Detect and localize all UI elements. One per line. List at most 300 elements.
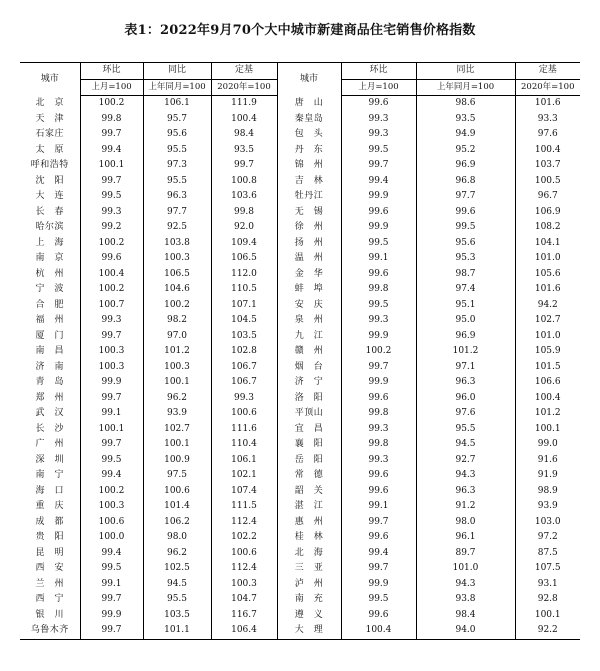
yoy-value: 96.2 bbox=[143, 391, 211, 407]
base-value: 100.5 bbox=[515, 174, 580, 190]
base-value: 96.7 bbox=[515, 189, 580, 205]
city-name: 韶 关 bbox=[277, 484, 341, 500]
yoy-value: 95.6 bbox=[416, 236, 515, 252]
city-name: 深 圳 bbox=[35, 454, 64, 465]
base-header: 定基 bbox=[515, 63, 580, 80]
mom-value: 100.1 bbox=[80, 422, 143, 438]
base-value: 103.7 bbox=[515, 158, 580, 174]
mom-value: 99.6 bbox=[341, 391, 416, 407]
mom-value: 99.9 bbox=[341, 189, 416, 205]
mom-value: 99.7 bbox=[80, 592, 143, 608]
mom-value: 99.4 bbox=[80, 143, 143, 159]
base-value: 99.8 bbox=[211, 205, 277, 221]
mom-value: 99.7 bbox=[80, 174, 143, 190]
table-row bbox=[20, 158, 580, 174]
mom-value: 99.3 bbox=[341, 127, 416, 143]
mom-value: 100.2 bbox=[341, 344, 416, 360]
mom-value: 99.9 bbox=[341, 577, 416, 593]
base-subheader: 2020年=100 bbox=[515, 79, 580, 96]
yoy-value: 93.8 bbox=[416, 592, 515, 608]
yoy-value: 100.6 bbox=[143, 484, 211, 500]
base-value: 102.7 bbox=[515, 313, 580, 329]
yoy-value: 96.9 bbox=[416, 329, 515, 345]
mom-value: 100.2 bbox=[80, 282, 143, 298]
base-value: 101.0 bbox=[515, 329, 580, 345]
base-value: 99.0 bbox=[515, 437, 580, 453]
city-name: 兰 州 bbox=[35, 578, 64, 589]
mom-value: 99.1 bbox=[341, 251, 416, 267]
city-name: 青 岛 bbox=[35, 377, 64, 387]
yoy-value: 101.1 bbox=[143, 623, 211, 639]
table-row bbox=[20, 96, 580, 112]
table-row bbox=[20, 437, 580, 453]
mom-value: 99.5 bbox=[341, 236, 416, 252]
yoy-value: 95.7 bbox=[143, 112, 211, 128]
mom-value: 99.6 bbox=[341, 267, 416, 283]
yoy-value: 99.5 bbox=[416, 220, 515, 236]
city-name: 石家庄 bbox=[35, 129, 64, 139]
base-value: 99.3 bbox=[211, 391, 277, 407]
mom-value: 99.3 bbox=[80, 205, 143, 221]
city-name: 惠 州 bbox=[277, 515, 341, 531]
table-row bbox=[20, 220, 580, 236]
base-value: 100.8 bbox=[211, 174, 277, 190]
base-value: 92.8 bbox=[515, 592, 580, 608]
city-name: 长 沙 bbox=[35, 423, 64, 434]
yoy-value: 95.2 bbox=[416, 143, 515, 159]
table-row bbox=[20, 608, 580, 624]
mom-value: 99.6 bbox=[341, 530, 416, 546]
table-row bbox=[20, 189, 580, 205]
base-value: 100.6 bbox=[211, 406, 277, 422]
yoy-value: 94.0 bbox=[416, 623, 515, 639]
city-name: 郑 州 bbox=[35, 392, 64, 403]
base-value: 106.7 bbox=[211, 375, 277, 391]
header-row-1 bbox=[20, 63, 580, 80]
base-value: 100.1 bbox=[515, 422, 580, 438]
table-row bbox=[20, 143, 580, 159]
base-value: 104.7 bbox=[211, 592, 277, 608]
table-row bbox=[20, 391, 580, 407]
city-name: 大 理 bbox=[277, 623, 341, 639]
base-value: 106.4 bbox=[211, 623, 277, 639]
table-row bbox=[20, 205, 580, 221]
mom-value: 99.7 bbox=[341, 561, 416, 577]
city-name: 常 德 bbox=[277, 468, 341, 484]
city-name: 广 州 bbox=[35, 439, 64, 449]
base-value: 101.2 bbox=[515, 406, 580, 422]
yoy-value: 95.5 bbox=[143, 174, 211, 190]
city-name: 成 都 bbox=[35, 516, 64, 527]
table-row bbox=[20, 546, 580, 562]
mom-value: 99.5 bbox=[80, 561, 143, 577]
base-value: 103.5 bbox=[211, 329, 277, 345]
table-row bbox=[20, 499, 580, 515]
city-name: 上 海 bbox=[35, 237, 64, 248]
base-value: 111.6 bbox=[211, 422, 277, 438]
mom-value: 99.7 bbox=[80, 127, 143, 143]
city-name: 西 宁 bbox=[35, 594, 64, 604]
mom-value: 99.4 bbox=[80, 546, 143, 562]
yoy-value: 103.5 bbox=[143, 608, 211, 624]
yoy-value: 96.3 bbox=[416, 484, 515, 500]
mom-value: 100.1 bbox=[80, 158, 143, 174]
mom-value: 100.2 bbox=[80, 236, 143, 252]
base-value: 93.9 bbox=[515, 499, 580, 515]
city-name: 蚌 埠 bbox=[277, 282, 341, 298]
yoy-value: 98.0 bbox=[143, 530, 211, 546]
yoy-value: 100.9 bbox=[143, 453, 211, 469]
yoy-value: 96.8 bbox=[416, 174, 515, 190]
city-name: 襄 阳 bbox=[277, 437, 341, 453]
table-row bbox=[20, 484, 580, 500]
base-value: 100.1 bbox=[515, 608, 580, 624]
city-name: 烟 台 bbox=[277, 360, 341, 376]
city-name: 九 江 bbox=[277, 329, 341, 345]
base-value: 93.3 bbox=[515, 112, 580, 128]
mom-value: 99.3 bbox=[80, 313, 143, 329]
base-value: 106.9 bbox=[515, 205, 580, 221]
yoy-value: 101.2 bbox=[143, 344, 211, 360]
mom-value: 99.7 bbox=[341, 515, 416, 531]
city-name: 宁 波 bbox=[35, 284, 64, 294]
yoy-value: 97.6 bbox=[416, 406, 515, 422]
mom-value: 99.9 bbox=[80, 608, 143, 624]
city-name: 长 春 bbox=[35, 206, 64, 217]
table-row bbox=[20, 174, 580, 190]
yoy-value: 97.7 bbox=[416, 189, 515, 205]
city-name: 唐 山 bbox=[277, 96, 341, 112]
base-value: 112.4 bbox=[211, 561, 277, 577]
mom-value: 99.9 bbox=[80, 375, 143, 391]
base-value: 110.5 bbox=[211, 282, 277, 298]
city-name: 赣 州 bbox=[277, 344, 341, 360]
mom-value: 99.7 bbox=[80, 437, 143, 453]
yoy-value: 97.3 bbox=[143, 158, 211, 174]
yoy-value: 94.5 bbox=[143, 577, 211, 593]
city-name: 南 宁 bbox=[35, 470, 64, 480]
base-value: 103.0 bbox=[515, 515, 580, 531]
city-name: 牡丹江 bbox=[277, 189, 341, 205]
mom-value: 99.5 bbox=[80, 453, 143, 469]
mom-value: 99.8 bbox=[341, 282, 416, 298]
table-row bbox=[20, 468, 580, 484]
city-name: 济 南 bbox=[35, 361, 64, 372]
city-name: 北 京 bbox=[35, 97, 64, 108]
mom-value: 99.9 bbox=[341, 329, 416, 345]
table-row bbox=[20, 623, 580, 639]
base-value: 100.3 bbox=[211, 577, 277, 593]
city-name: 太 原 bbox=[35, 144, 64, 155]
city-name: 呼和浩特 bbox=[30, 160, 69, 170]
city-name: 温 州 bbox=[277, 251, 341, 267]
city-name: 济 宁 bbox=[277, 375, 341, 391]
mom-value: 99.4 bbox=[341, 546, 416, 562]
yoy-value: 101.0 bbox=[416, 561, 515, 577]
city-name: 哈尔滨 bbox=[35, 222, 64, 232]
table-row bbox=[20, 236, 580, 252]
city-name: 遵 义 bbox=[277, 608, 341, 624]
base-value: 100.6 bbox=[211, 546, 277, 562]
page-title: 表1：2022年9月70个大中城市新建商品住宅销售价格指数 bbox=[124, 23, 476, 38]
yoy-value: 101.2 bbox=[416, 344, 515, 360]
yoy-subheader: 上年同月=100 bbox=[143, 79, 211, 96]
base-value: 93.5 bbox=[211, 143, 277, 159]
yoy-header: 同比 bbox=[143, 63, 211, 80]
table-row bbox=[20, 344, 580, 360]
table-row bbox=[20, 515, 580, 531]
yoy-value: 98.2 bbox=[143, 313, 211, 329]
yoy-value: 103.8 bbox=[143, 236, 211, 252]
mom-value: 100.2 bbox=[80, 484, 143, 500]
base-value: 97.6 bbox=[515, 127, 580, 143]
yoy-value: 96.3 bbox=[416, 375, 515, 391]
mom-value: 99.5 bbox=[341, 143, 416, 159]
mom-value: 99.3 bbox=[341, 453, 416, 469]
yoy-value: 96.0 bbox=[416, 391, 515, 407]
table-row bbox=[20, 530, 580, 546]
yoy-value: 100.2 bbox=[143, 298, 211, 314]
city-name: 重 庆 bbox=[35, 501, 64, 511]
yoy-value: 98.4 bbox=[416, 608, 515, 624]
city-name: 泸 州 bbox=[277, 577, 341, 593]
mom-value: 99.3 bbox=[341, 422, 416, 438]
table-row bbox=[20, 577, 580, 593]
yoy-value: 95.5 bbox=[143, 143, 211, 159]
table-row bbox=[20, 298, 580, 314]
yoy-value: 93.9 bbox=[143, 406, 211, 422]
city-name: 贵 阳 bbox=[35, 532, 64, 542]
table-row bbox=[20, 422, 580, 438]
mom-value: 99.2 bbox=[80, 220, 143, 236]
yoy-value: 95.5 bbox=[416, 422, 515, 438]
yoy-value: 96.9 bbox=[416, 158, 515, 174]
city-name: 平顶山 bbox=[277, 406, 341, 422]
yoy-value: 100.1 bbox=[143, 437, 211, 453]
table-row bbox=[20, 127, 580, 143]
base-value: 105.9 bbox=[515, 344, 580, 360]
base-value: 100.4 bbox=[211, 112, 277, 128]
yoy-value: 97.4 bbox=[416, 282, 515, 298]
base-value: 103.6 bbox=[211, 189, 277, 205]
mom-subheader: 上月=100 bbox=[341, 79, 416, 96]
base-subheader: 2020年=100 bbox=[211, 79, 277, 96]
yoy-value: 97.7 bbox=[143, 205, 211, 221]
mom-value: 100.4 bbox=[80, 267, 143, 283]
base-value: 91.9 bbox=[515, 468, 580, 484]
yoy-value: 92.7 bbox=[416, 453, 515, 469]
yoy-value: 98.7 bbox=[416, 267, 515, 283]
city-name: 桂 林 bbox=[277, 530, 341, 546]
city-name: 沈 阳 bbox=[35, 175, 64, 186]
mom-subheader: 上月=100 bbox=[80, 79, 143, 96]
city-name: 武 汉 bbox=[35, 408, 64, 418]
base-value: 91.6 bbox=[515, 453, 580, 469]
table-row bbox=[20, 360, 580, 376]
yoy-value: 95.5 bbox=[143, 592, 211, 608]
mom-value: 99.6 bbox=[341, 608, 416, 624]
base-value: 104.1 bbox=[515, 236, 580, 252]
yoy-value: 95.0 bbox=[416, 313, 515, 329]
base-value: 98.4 bbox=[211, 127, 277, 143]
base-value: 104.5 bbox=[211, 313, 277, 329]
base-value: 93.1 bbox=[515, 577, 580, 593]
yoy-value: 100.3 bbox=[143, 251, 211, 267]
city-name: 南 昌 bbox=[35, 346, 64, 356]
mom-value: 100.3 bbox=[80, 499, 143, 515]
table-row bbox=[20, 592, 580, 608]
yoy-value: 89.7 bbox=[416, 546, 515, 562]
mom-value: 100.4 bbox=[341, 623, 416, 639]
yoy-value: 91.2 bbox=[416, 499, 515, 515]
city-name: 无 锡 bbox=[277, 205, 341, 221]
table-row bbox=[20, 313, 580, 329]
base-value: 110.4 bbox=[211, 437, 277, 453]
yoy-value: 100.3 bbox=[143, 360, 211, 376]
city-name: 昆 明 bbox=[35, 547, 64, 558]
city-name: 天 津 bbox=[35, 113, 64, 124]
mom-value: 99.5 bbox=[80, 189, 143, 205]
yoy-value: 92.5 bbox=[143, 220, 211, 236]
city-name: 南 京 bbox=[35, 253, 64, 263]
city-header: 城市 bbox=[277, 63, 341, 96]
yoy-value: 94.5 bbox=[416, 437, 515, 453]
city-name: 徐 州 bbox=[277, 220, 341, 236]
base-value: 102.2 bbox=[211, 530, 277, 546]
yoy-value: 98.6 bbox=[416, 96, 515, 112]
yoy-value: 94.3 bbox=[416, 468, 515, 484]
city-name: 金 华 bbox=[277, 267, 341, 283]
yoy-value: 106.2 bbox=[143, 515, 211, 531]
base-value: 106.1 bbox=[211, 453, 277, 469]
mom-value: 100.7 bbox=[80, 298, 143, 314]
yoy-value: 104.6 bbox=[143, 282, 211, 298]
mom-value: 99.4 bbox=[80, 468, 143, 484]
yoy-value: 95.6 bbox=[143, 127, 211, 143]
base-value: 111.5 bbox=[211, 499, 277, 515]
table-row bbox=[20, 112, 580, 128]
mom-value: 99.8 bbox=[341, 437, 416, 453]
base-value: 101.5 bbox=[515, 360, 580, 376]
table-row bbox=[20, 329, 580, 345]
mom-header: 环比 bbox=[80, 63, 143, 80]
price-index-table bbox=[20, 62, 580, 640]
mom-value: 99.6 bbox=[80, 251, 143, 267]
city-name: 扬 州 bbox=[277, 236, 341, 252]
mom-value: 99.6 bbox=[341, 468, 416, 484]
base-value: 97.2 bbox=[515, 530, 580, 546]
base-value: 106.5 bbox=[211, 251, 277, 267]
yoy-value: 98.0 bbox=[416, 515, 515, 531]
base-value: 102.1 bbox=[211, 468, 277, 484]
mom-value: 99.1 bbox=[341, 499, 416, 515]
yoy-value: 97.0 bbox=[143, 329, 211, 345]
mom-value: 99.4 bbox=[341, 174, 416, 190]
mom-value: 99.6 bbox=[341, 205, 416, 221]
base-value: 101.6 bbox=[515, 282, 580, 298]
yoy-value: 101.4 bbox=[143, 499, 211, 515]
mom-value: 100.0 bbox=[80, 530, 143, 546]
city-name: 银 川 bbox=[35, 609, 64, 620]
yoy-value: 93.5 bbox=[416, 112, 515, 128]
yoy-value: 94.9 bbox=[416, 127, 515, 143]
mom-value: 99.9 bbox=[341, 220, 416, 236]
table-row bbox=[20, 251, 580, 267]
city-name: 秦皇岛 bbox=[277, 112, 341, 128]
base-value: 92.0 bbox=[211, 220, 277, 236]
city-name: 合 肥 bbox=[35, 299, 64, 310]
yoy-value: 106.1 bbox=[143, 96, 211, 112]
mom-value: 99.8 bbox=[341, 406, 416, 422]
mom-value: 100.2 bbox=[80, 96, 143, 112]
mom-value: 99.3 bbox=[341, 112, 416, 128]
mom-value: 99.7 bbox=[341, 360, 416, 376]
city-name: 锦 州 bbox=[277, 158, 341, 174]
city-name: 吉 林 bbox=[277, 174, 341, 190]
city-name: 海 口 bbox=[35, 485, 64, 496]
city-name: 湛 江 bbox=[277, 499, 341, 515]
city-name: 福 州 bbox=[35, 315, 64, 325]
table-body bbox=[20, 96, 580, 640]
city-name: 西 安 bbox=[35, 563, 64, 573]
city-name: 南 充 bbox=[277, 592, 341, 608]
city-name: 北 海 bbox=[277, 546, 341, 562]
mom-value: 99.7 bbox=[80, 329, 143, 345]
mom-value: 99.5 bbox=[341, 298, 416, 314]
base-value: 102.8 bbox=[211, 344, 277, 360]
yoy-value: 95.1 bbox=[416, 298, 515, 314]
city-name: 岳 阳 bbox=[277, 453, 341, 469]
city-name: 丹 东 bbox=[277, 143, 341, 159]
base-value: 100.4 bbox=[515, 143, 580, 159]
city-name: 洛 阳 bbox=[277, 391, 341, 407]
yoy-value: 99.6 bbox=[416, 205, 515, 221]
yoy-value: 102.5 bbox=[143, 561, 211, 577]
base-value: 100.4 bbox=[515, 391, 580, 407]
base-value: 112.0 bbox=[211, 267, 277, 283]
yoy-value: 102.7 bbox=[143, 422, 211, 438]
base-value: 107.5 bbox=[515, 561, 580, 577]
mom-value: 99.7 bbox=[80, 391, 143, 407]
base-value: 108.2 bbox=[515, 220, 580, 236]
base-header: 定基 bbox=[211, 63, 277, 80]
base-value: 106.7 bbox=[211, 360, 277, 376]
mom-value: 99.6 bbox=[341, 96, 416, 112]
base-value: 101.6 bbox=[515, 96, 580, 112]
city-name: 三 亚 bbox=[277, 561, 341, 577]
base-value: 92.2 bbox=[515, 623, 580, 639]
base-value: 107.4 bbox=[211, 484, 277, 500]
mom-value: 99.3 bbox=[341, 313, 416, 329]
base-value: 111.9 bbox=[211, 96, 277, 112]
base-value: 107.1 bbox=[211, 298, 277, 314]
yoy-header: 同比 bbox=[416, 63, 515, 80]
yoy-value: 96.3 bbox=[143, 189, 211, 205]
yoy-value: 100.1 bbox=[143, 375, 211, 391]
yoy-value: 96.1 bbox=[416, 530, 515, 546]
mom-value: 100.3 bbox=[80, 344, 143, 360]
mom-value: 99.5 bbox=[341, 592, 416, 608]
base-value: 106.6 bbox=[515, 375, 580, 391]
base-value: 87.5 bbox=[515, 546, 580, 562]
mom-value: 100.3 bbox=[80, 360, 143, 376]
mom-value: 99.1 bbox=[80, 577, 143, 593]
city-name: 安 庆 bbox=[277, 298, 341, 314]
base-value: 94.2 bbox=[515, 298, 580, 314]
yoy-value: 106.5 bbox=[143, 267, 211, 283]
city-name: 包 头 bbox=[277, 127, 341, 143]
city-name: 杭 州 bbox=[35, 268, 64, 279]
